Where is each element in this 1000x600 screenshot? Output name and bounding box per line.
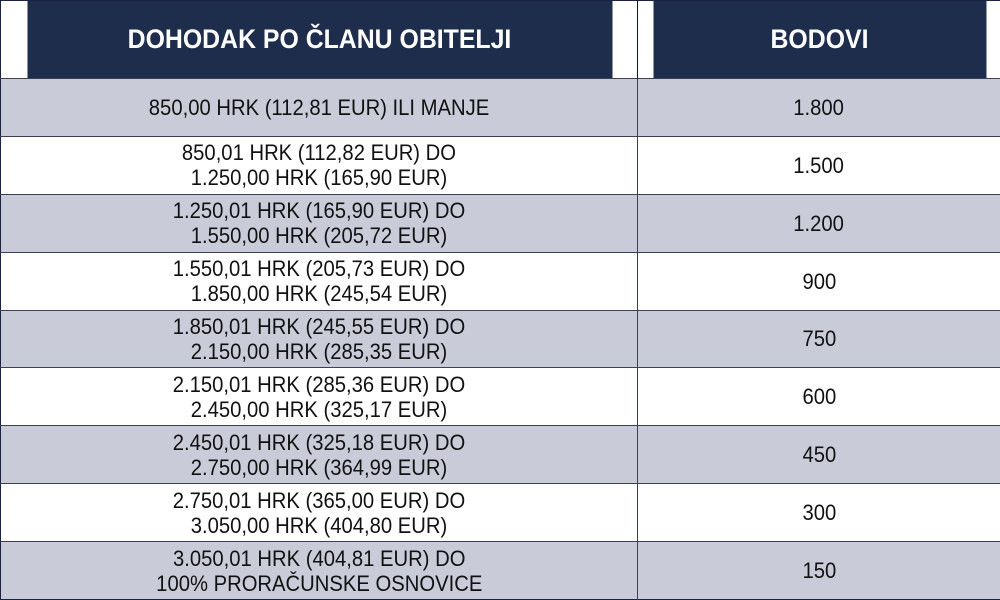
income-range-line: 1.250,01 HRK (165,90 EUR) DO: [172, 198, 466, 224]
income-range-cell: [1, 136, 638, 194]
income-range-cell: [1, 368, 638, 426]
income-range-line: 850,00 HRK (112,81 EUR) ILI MANJE: [148, 94, 490, 120]
points-value: 600: [802, 384, 836, 410]
income-range-cell: [1, 79, 638, 137]
income-range-cell: [1, 194, 638, 252]
income-range-line: 2.150,00 HRK (285,35 EUR): [190, 338, 448, 364]
income-range-text: [173, 314, 466, 364]
table-row: [1, 368, 1000, 426]
table-row: [1, 252, 1000, 310]
table-body: [1, 79, 1000, 600]
table-row: [1, 79, 1000, 137]
table-row: [1, 310, 1000, 368]
table-row: [1, 484, 1000, 542]
points-value: 1.800: [793, 94, 845, 120]
table-row: [1, 194, 1000, 252]
points-cell: [638, 426, 1000, 484]
points-value: 900: [802, 268, 836, 294]
income-range-cell: [1, 310, 638, 368]
points-value: 450: [802, 442, 836, 468]
points-cell: [638, 542, 1000, 600]
income-range-line: 2.750,01 HRK (365,00 EUR) DO: [172, 487, 466, 513]
points-value: 750: [802, 326, 836, 352]
income-range-line: 2.450,00 HRK (325,17 EUR): [190, 396, 448, 422]
income-range-line: 1.250,00 HRK (165,90 EUR): [190, 165, 448, 191]
income-range-text: [173, 488, 466, 538]
income-range-text: [173, 198, 466, 248]
points-cell: [638, 194, 1000, 252]
income-range-line: 1.550,01 HRK (205,73 EUR) DO: [172, 256, 466, 282]
income-range-line: 3.050,01 HRK (404,81 EUR) DO: [172, 545, 466, 571]
income-range-line: 2.150,01 HRK (285,36 EUR) DO: [172, 371, 466, 397]
table-row: [1, 136, 1000, 194]
income-range-line: 2.750,00 HRK (364,99 EUR): [190, 454, 448, 480]
income-range-line: 1.850,01 HRK (245,55 EUR) DO: [172, 313, 466, 339]
income-range-text: [173, 256, 466, 306]
points-column-header: BODOVI: [652, 1, 986, 79]
points-value: 150: [802, 558, 836, 583]
table-row: [1, 542, 1000, 600]
income-range-text: [156, 546, 482, 596]
income-range-cell: [1, 426, 638, 484]
points-value: 1.200: [793, 210, 845, 236]
income-column-header: DOHODAK PO ČLANU OBITELJI: [26, 1, 612, 79]
income-range-text: [182, 140, 456, 190]
points-cell: [638, 136, 1000, 194]
table-row: [1, 426, 1000, 484]
points-value: 1.500: [793, 152, 845, 178]
points-cell: [638, 79, 1000, 137]
income-range-cell: [1, 542, 638, 600]
income-range-line: 3.050,00 HRK (404,80 EUR): [190, 512, 448, 538]
income-range-cell: [1, 484, 638, 542]
income-range-line: 100% PRORAČUNSKE OSNOVICE: [155, 570, 483, 596]
points-cell: [638, 252, 1000, 310]
income-range-text: [149, 95, 489, 120]
income-range-line: 850,01 HRK (112,82 EUR) DO: [181, 140, 457, 166]
income-range-line: 1.550,00 HRK (205,72 EUR): [190, 223, 448, 249]
income-range-line: 1.850,00 HRK (245,54 EUR): [190, 281, 448, 307]
income-range-text: [173, 372, 466, 422]
points-cell: [638, 368, 1000, 426]
points-value: 300: [802, 500, 836, 526]
header-row: [1, 1, 1000, 79]
income-range-cell: [1, 252, 638, 310]
points-cell: [638, 484, 1000, 542]
income-range-text: [173, 430, 466, 480]
income-range-line: 2.450,01 HRK (325,18 EUR) DO: [172, 429, 466, 455]
points-cell: [638, 310, 1000, 368]
